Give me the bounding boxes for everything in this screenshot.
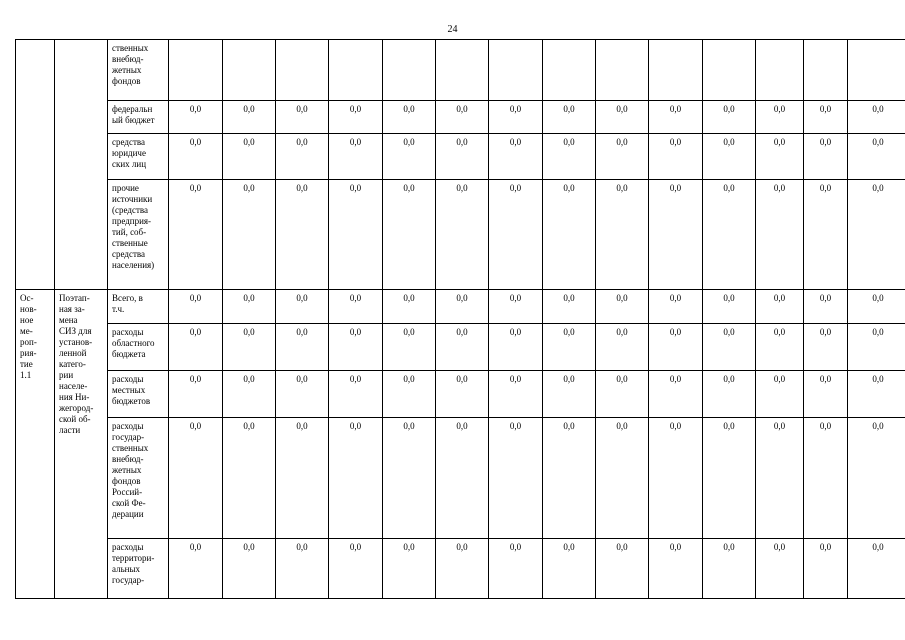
value-cell: 0,0 — [848, 180, 905, 290]
value-cell — [804, 40, 848, 101]
value-cell: 0,0 — [489, 324, 543, 371]
value-cell: 0,0 — [804, 539, 848, 599]
value-cell: 0,0 — [649, 371, 703, 418]
value-cell — [543, 40, 596, 101]
value-cell: 0,0 — [329, 539, 383, 599]
value-cell: 0,0 — [436, 134, 489, 180]
value-cell: 0,0 — [329, 180, 383, 290]
value-cell: 0,0 — [383, 324, 436, 371]
row-label: прочие источники (средства предприя- тий, соб- ственные средства населения) — [108, 180, 169, 290]
value-cell: 0,0 — [436, 101, 489, 134]
value-cell: 0,0 — [329, 101, 383, 134]
value-cell: 0,0 — [169, 290, 223, 324]
value-cell: 0,0 — [436, 180, 489, 290]
value-cell: 0,0 — [596, 134, 649, 180]
value-cell: 0,0 — [596, 290, 649, 324]
value-cell: 0,0 — [848, 371, 905, 418]
value-cell: 0,0 — [489, 134, 543, 180]
value-cell — [436, 40, 489, 101]
value-cell: 0,0 — [756, 371, 804, 418]
table-row — [16, 418, 905, 539]
value-cell: 0,0 — [756, 418, 804, 539]
value-cell — [169, 40, 223, 101]
value-cell: 0,0 — [489, 371, 543, 418]
value-cell: 0,0 — [436, 290, 489, 324]
value-cell — [596, 40, 649, 101]
value-cell: 0,0 — [489, 539, 543, 599]
value-cell: 0,0 — [649, 134, 703, 180]
value-cell: 0,0 — [383, 134, 436, 180]
value-cell — [848, 40, 905, 101]
value-cell: 0,0 — [649, 324, 703, 371]
value-cell: 0,0 — [383, 101, 436, 134]
value-cell: 0,0 — [596, 539, 649, 599]
value-cell: 0,0 — [383, 418, 436, 539]
value-cell: 0,0 — [848, 539, 905, 599]
table-row — [16, 134, 905, 180]
value-cell: 0,0 — [383, 180, 436, 290]
value-cell — [756, 40, 804, 101]
value-cell: 0,0 — [276, 324, 329, 371]
table-row — [16, 101, 905, 134]
value-cell: 0,0 — [223, 539, 276, 599]
row-label: расходы государ- ственных внебюд- жетных фондов Россий- ской Фе- дерации — [108, 418, 169, 539]
value-cell: 0,0 — [169, 371, 223, 418]
table-row — [16, 539, 905, 599]
value-cell: 0,0 — [756, 134, 804, 180]
row-label: Всего, в т.ч. — [108, 290, 169, 324]
value-cell: 0,0 — [223, 134, 276, 180]
value-cell: 0,0 — [703, 371, 756, 418]
value-cell: 0,0 — [543, 324, 596, 371]
value-cell: 0,0 — [329, 134, 383, 180]
row-label: федеральн ый бюджет — [108, 101, 169, 134]
value-cell — [223, 40, 276, 101]
value-cell: 0,0 — [596, 180, 649, 290]
description-cell: Поэтап- ная за- мена СИЗ для установ- ленной катего- рии населе- ния Ни- жегород- ской об- ласти — [55, 290, 108, 599]
value-cell: 0,0 — [223, 371, 276, 418]
page-number: 24 — [447, 24, 458, 35]
value-cell: 0,0 — [703, 180, 756, 290]
budget-table — [15, 39, 905, 599]
value-cell — [703, 40, 756, 101]
value-cell: 0,0 — [543, 134, 596, 180]
value-cell: 0,0 — [436, 324, 489, 371]
value-cell: 0,0 — [436, 418, 489, 539]
description-cell — [55, 40, 108, 290]
value-cell: 0,0 — [276, 539, 329, 599]
value-cell: 0,0 — [596, 101, 649, 134]
value-cell: 0,0 — [169, 539, 223, 599]
value-cell: 0,0 — [756, 101, 804, 134]
value-cell: 0,0 — [649, 418, 703, 539]
value-cell: 0,0 — [756, 539, 804, 599]
value-cell: 0,0 — [703, 290, 756, 324]
value-cell: 0,0 — [276, 418, 329, 539]
row-label: расходы местных бюджетов — [108, 371, 169, 418]
table-row — [16, 324, 905, 371]
value-cell: 0,0 — [436, 539, 489, 599]
value-cell: 0,0 — [169, 180, 223, 290]
row-label: расходы территори- альных государ- — [108, 539, 169, 599]
value-cell: 0,0 — [848, 324, 905, 371]
value-cell: 0,0 — [329, 324, 383, 371]
value-cell: 0,0 — [649, 101, 703, 134]
value-cell: 0,0 — [383, 371, 436, 418]
value-cell: 0,0 — [848, 418, 905, 539]
table-row — [16, 371, 905, 418]
value-cell: 0,0 — [223, 324, 276, 371]
value-cell: 0,0 — [703, 324, 756, 371]
value-cell: 0,0 — [489, 180, 543, 290]
value-cell: 0,0 — [756, 290, 804, 324]
value-cell: 0,0 — [848, 101, 905, 134]
value-cell — [383, 40, 436, 101]
value-cell: 0,0 — [596, 371, 649, 418]
value-cell: 0,0 — [436, 371, 489, 418]
value-cell: 0,0 — [276, 371, 329, 418]
value-cell: 0,0 — [848, 290, 905, 324]
value-cell: 0,0 — [756, 180, 804, 290]
value-cell: 0,0 — [804, 418, 848, 539]
row-label: средства юридиче ских лиц — [108, 134, 169, 180]
event-cell — [16, 40, 55, 290]
value-cell: 0,0 — [329, 418, 383, 539]
value-cell: 0,0 — [596, 418, 649, 539]
value-cell: 0,0 — [543, 290, 596, 324]
value-cell: 0,0 — [329, 290, 383, 324]
value-cell — [489, 40, 543, 101]
value-cell: 0,0 — [804, 134, 848, 180]
event-cell: Ос- нов- ное ме- роп- рия- тие 1.1 — [16, 290, 55, 599]
table-row — [16, 40, 905, 101]
value-cell: 0,0 — [489, 101, 543, 134]
value-cell: 0,0 — [649, 180, 703, 290]
value-cell: 0,0 — [383, 290, 436, 324]
value-cell: 0,0 — [703, 101, 756, 134]
value-cell — [329, 40, 383, 101]
value-cell — [649, 40, 703, 101]
value-cell: 0,0 — [543, 418, 596, 539]
value-cell: 0,0 — [543, 539, 596, 599]
value-cell: 0,0 — [169, 101, 223, 134]
value-cell: 0,0 — [543, 101, 596, 134]
value-cell: 0,0 — [223, 101, 276, 134]
value-cell — [276, 40, 329, 101]
value-cell: 0,0 — [489, 290, 543, 324]
value-cell: 0,0 — [169, 324, 223, 371]
table-row — [16, 180, 905, 290]
table-row — [16, 290, 905, 324]
value-cell: 0,0 — [276, 290, 329, 324]
value-cell: 0,0 — [223, 290, 276, 324]
value-cell: 0,0 — [543, 371, 596, 418]
value-cell: 0,0 — [383, 539, 436, 599]
value-cell: 0,0 — [848, 134, 905, 180]
value-cell: 0,0 — [649, 290, 703, 324]
value-cell: 0,0 — [703, 134, 756, 180]
value-cell: 0,0 — [703, 418, 756, 539]
value-cell: 0,0 — [804, 371, 848, 418]
value-cell: 0,0 — [223, 180, 276, 290]
row-label: ственных внебюд- жетных фондов — [108, 40, 169, 101]
value-cell: 0,0 — [756, 324, 804, 371]
value-cell: 0,0 — [169, 134, 223, 180]
value-cell: 0,0 — [804, 290, 848, 324]
value-cell: 0,0 — [543, 180, 596, 290]
value-cell: 0,0 — [169, 418, 223, 539]
value-cell: 0,0 — [649, 539, 703, 599]
row-label: расходы областного бюджета — [108, 324, 169, 371]
value-cell: 0,0 — [703, 539, 756, 599]
value-cell: 0,0 — [276, 180, 329, 290]
value-cell: 0,0 — [329, 371, 383, 418]
value-cell: 0,0 — [804, 180, 848, 290]
value-cell: 0,0 — [489, 418, 543, 539]
value-cell: 0,0 — [596, 324, 649, 371]
value-cell: 0,0 — [276, 134, 329, 180]
value-cell: 0,0 — [804, 324, 848, 371]
value-cell: 0,0 — [276, 101, 329, 134]
value-cell: 0,0 — [804, 101, 848, 134]
value-cell: 0,0 — [223, 418, 276, 539]
